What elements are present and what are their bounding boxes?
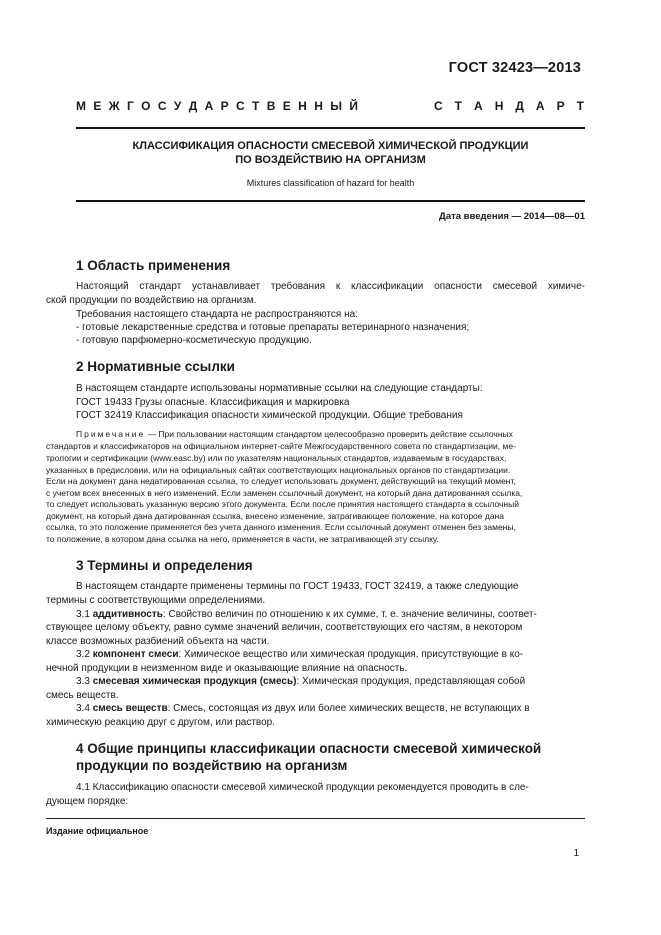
note-line-2: стандартов и классификаторов на официальном интернет-сайте Межгосударственного совета по стандартизации, ме- (46, 441, 516, 451)
section-4-heading-line-2: продукции по воздействию на организм (76, 758, 348, 773)
section-3-paragraph-1-line-1: В настоящем стандарте применены термины по ГОСТ 19433, ГОСТ 32419, а также следующие (76, 581, 519, 592)
note-line-6: с учетом всех внесенных в него изменений. Если заменен ссылочный документ, на который дана датированная ссылка, (46, 488, 523, 498)
term-3-2-line-1: 3.2 компонент смеси: Химическое вещество или химическая продукция, присутствующие в ко- (76, 649, 524, 660)
official-edition-label: Издание официальное (46, 826, 149, 836)
section-2-reference-1: ГОСТ 19433 Грузы опасные. Классификация и маркировка (76, 397, 350, 408)
standard-word (434, 99, 584, 113)
note-line-8: документ, на который дана датированная ссылка, внесено изменение, затрагивающее положение, на которое дана (46, 511, 504, 521)
note-line-4: указанных в предисловии, или на официальных сайтах соответствующих национальных органов по стандартизации. (46, 465, 511, 475)
heading-letter: Т (454, 99, 463, 113)
heading-letter: А (474, 99, 483, 113)
interstate-standard-heading (76, 99, 584, 113)
section-1-paragraph-1-line-2: ской продукции по воздействию на организм. (46, 295, 257, 306)
note-line-10: то положение, в котором дана ссылка на него, применяется в части, не затрагивающей эту ссылку. (46, 534, 439, 544)
heading-letter: Д (515, 99, 524, 113)
note-line-1: Примечание — При пользовании настоящим стандартом целесообразно проверить действие ссылочных (76, 429, 513, 439)
heading-letter: М (76, 99, 86, 113)
heading-letter: С (434, 99, 443, 113)
heading-letter: Т (252, 99, 260, 113)
section-4-paragraph-1-line-1: 4.1 Классификацию опасности смесевой химической продукции рекомендуется проводить в сле- (76, 782, 529, 793)
heading-letter: Ж (108, 99, 120, 113)
section-1-paragraph-1-line-1: Настоящий стандарт устанавливает требования к классификации опасности смесевой химиче- (76, 281, 585, 292)
heading-letter: У (173, 99, 182, 113)
heading-letter: Е (93, 99, 102, 113)
term-mixed-chemical-product: смесевая химическая продукция (смесь) (92, 676, 297, 687)
term-3-1-line-2: ствующее целому объекту, равно сумме значений величин, соответствующих его частям, в некотором (46, 622, 523, 633)
term-3-2-line-2: нечной продукции в неизменном виде и оказывающие влияние на опасность. (46, 663, 408, 674)
heading-letter: Н (494, 99, 504, 113)
heading-letter: В (266, 99, 276, 113)
term-3-4-line-1: 3.4 смесь веществ: Смесь, состоящая из двух или более химических веществ, не вступающих в (76, 703, 530, 714)
heading-letter: Р (220, 99, 229, 113)
heading-letter: Т (576, 99, 584, 113)
standard-number: ГОСТ 32423—2013 (448, 60, 581, 76)
heading-letter: А (204, 99, 214, 113)
title-rule (76, 200, 585, 202)
section-2-reference-2: ГОСТ 32419 Классификация опасности химической продукции. Общие требования (76, 410, 463, 421)
introduction-date: Дата введения — 2014—08—01 (439, 211, 585, 222)
section-2-paragraph-1: В настоящем стандарте использованы нормативные ссылки на следующие стандарты: (76, 383, 483, 394)
section-1-heading: 1 Область применения (76, 258, 231, 273)
heading-letter: О (141, 99, 151, 113)
term-3-3-line-2: смесь веществ. (46, 690, 119, 701)
heading-letter: А (535, 99, 545, 113)
term-3-4-line-2: химическую реакцию друг с другом, или раствор. (46, 717, 276, 728)
note-line-7: то следует использовать указанную версию этого документа. Если после принятия настоящего стандарта в ссылочный (46, 499, 519, 509)
heading-letter: Р (556, 99, 565, 113)
heading-letter: Г (126, 99, 134, 113)
term-3-1-line-3: классе возможных разбиений объекта на части. (46, 636, 270, 647)
section-1-paragraph-2: Требования настоящего стандарта не распространяются на: (76, 309, 358, 320)
note-label: Примечание (76, 429, 146, 439)
heading-letter: Н (298, 99, 307, 113)
term-additivity: аддитивность (92, 609, 163, 620)
document-title-line-1: КЛАССИФИКАЦИЯ ОПАСНОСТИ СМЕСЕВОЙ ХИМИЧЕСКОЙ ПРОДУКЦИИ (132, 140, 529, 152)
heading-letter: Й (349, 99, 358, 113)
header-rule (76, 127, 585, 129)
section-3-heading: 3 Термины и определения (76, 558, 253, 573)
page-number: 1 (573, 848, 579, 859)
section-2-heading: 2 Нормативные ссылки (76, 359, 235, 374)
term-3-3-line-1: 3.3 смесевая химическая продукция (смесь): Химическая продукция, представляющая собой (76, 676, 526, 687)
heading-letter: С (157, 99, 167, 113)
document-title-english: Mixtures classification of hazard for health (246, 178, 415, 188)
section-4-paragraph-1-line-2: дующем порядке: (46, 796, 129, 807)
section-1-list-item-1: - готовые лекарственные средства и готовые препараты ветеринарного назначения; (76, 322, 470, 333)
note-line-5: Если на документ дана недатированная ссылка, то следует использовать документ, действующий на текущий момент, (46, 476, 516, 486)
note-line-9: ссылка, то это положение применяется без учета данного изменения. Если ссылочный документ отменен без замены, (46, 522, 516, 532)
section-1-list-item-2: - готовую парфюмерно-косметическую продукцию. (76, 335, 312, 346)
heading-letter: Д (188, 99, 198, 113)
section-4-heading-line-1: 4 Общие принципы классификации опасности смесевой химической (76, 741, 542, 756)
term-3-1-line-1: 3.1 аддитивность: Свойство величин по отношению к их сумме, т. е. значение величины, соответ- (76, 609, 537, 620)
heading-letter: Ы (330, 99, 342, 113)
term-mixture-of-substances: смесь веществ (92, 703, 168, 714)
term-mixture-component: компонент смеси (92, 649, 179, 660)
heading-letter: Н (314, 99, 323, 113)
section-3-paragraph-1-line-2: термины с соответствующими определениями. (46, 595, 266, 606)
heading-letter: Е (282, 99, 291, 113)
heading-letter: С (236, 99, 245, 113)
document-title-line-2: ПО ВОЗДЕЙСТВИЮ НА ОРГАНИЗМ (235, 154, 426, 166)
interstate-word (76, 99, 358, 113)
note-line-3: трологии и сертификации (www.easc.by) или по указателям национальных стандартов, издаваемым в государствах, (46, 453, 507, 463)
footer-rule (46, 818, 585, 819)
